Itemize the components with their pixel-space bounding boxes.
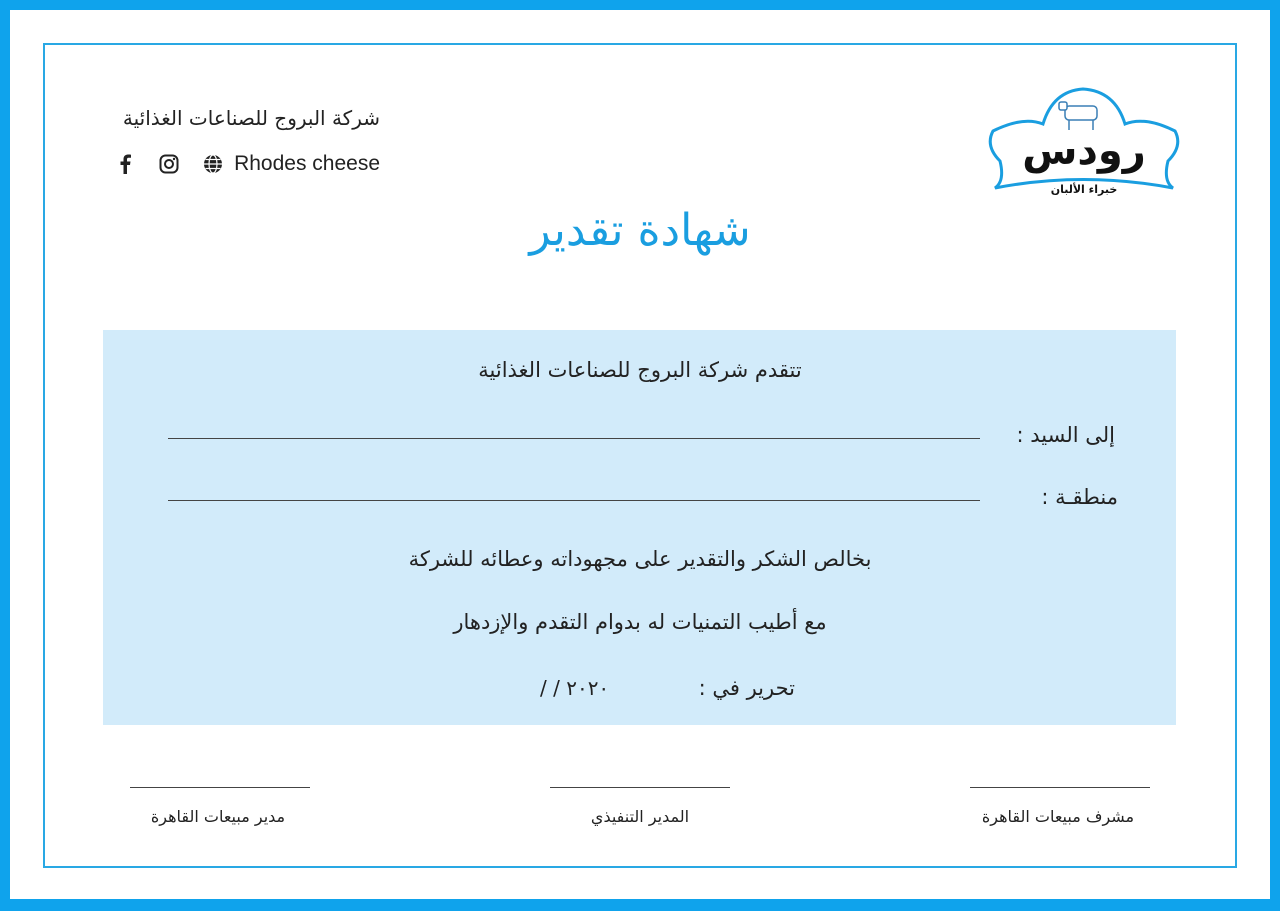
logo-tagline: خبراء الألبان — [1050, 183, 1118, 196]
signature-line-supervisor — [970, 787, 1150, 788]
website-label[interactable]: Rhodes cheese — [234, 152, 380, 175]
signature-label-ceo: المدير التنفيذي — [590, 807, 690, 826]
globe-icon — [202, 153, 224, 175]
date-label: تحرير في : — [698, 676, 795, 700]
thanks-text: بخالص الشكر والتقدير على مجهوداته وعطائه للشركة — [408, 547, 872, 571]
signature-label-supervisor: مشرف مبيعات القاهرة — [981, 807, 1135, 826]
signature-line-ceo — [550, 787, 730, 788]
intro-text: تتقدم شركة البروج للصناعات الغذائية — [478, 358, 802, 382]
instagram-icon[interactable] — [158, 153, 180, 175]
signature-label-manager: مدير مبيعات القاهرة — [150, 807, 286, 826]
social-links — [95, 152, 380, 176]
wishes-text: مع أطيب التمنيات له بدوام التقدم والإزدهار — [453, 610, 827, 634]
certificate-title: شهادة تقدير — [529, 205, 751, 256]
logo-text: رودس — [1022, 128, 1146, 174]
signature-line-manager — [130, 787, 310, 788]
region-line[interactable] — [168, 500, 980, 501]
to-label: إلى السيد : — [1016, 423, 1115, 447]
facebook-icon[interactable] — [114, 153, 136, 175]
date-value: / / ٢٠٢٠ — [540, 676, 610, 700]
content-panel — [103, 330, 1176, 725]
company-name: شركة البروج للصناعات الغذائية — [122, 106, 380, 130]
recipient-name-line[interactable] — [168, 438, 980, 439]
rhodes-logo — [983, 86, 1185, 196]
region-label: منطقـة : — [1041, 485, 1118, 509]
